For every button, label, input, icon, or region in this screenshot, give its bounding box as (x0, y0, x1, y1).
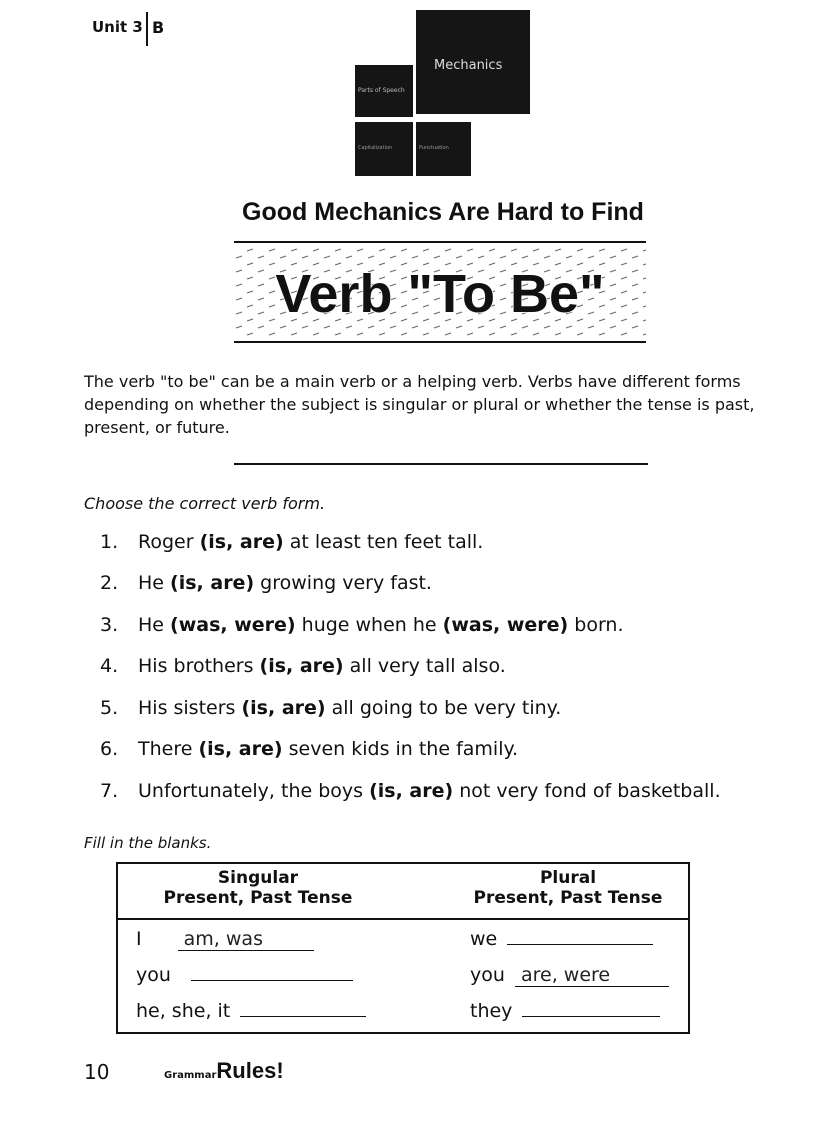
plural-column-header (458, 868, 678, 908)
question-text: Roger (138, 531, 200, 553)
singular-subheading: Present, Past Tense (163, 888, 353, 908)
question-number: 2. (100, 572, 119, 594)
table-row (470, 964, 669, 987)
unit-letter: B (152, 18, 165, 37)
subject-label: you (470, 964, 505, 986)
answer-blank[interactable] (507, 944, 653, 945)
verb-choice: (was, were) (170, 614, 296, 636)
question-number: 5. (100, 697, 119, 719)
category-box-parts-of-speech (355, 65, 413, 117)
brand-small: Grammar (164, 1070, 217, 1081)
question-text: There (138, 738, 199, 760)
unit-divider (146, 12, 148, 46)
banner (234, 240, 646, 344)
question-text: all going to be very tiny. (325, 697, 562, 719)
table-row (470, 928, 653, 950)
section-divider (234, 463, 648, 465)
question-number: 1. (100, 531, 119, 553)
question-text: all very tall also. (343, 655, 506, 677)
category-label-mechanics: Mechanics (434, 58, 503, 73)
subject-label: we (470, 928, 498, 950)
question-3 (100, 614, 624, 636)
question-4 (100, 655, 506, 677)
banner-graphic (234, 240, 646, 344)
verb-table (116, 862, 690, 1034)
question-text: He (138, 614, 171, 636)
category-box-mechanics (416, 10, 530, 114)
subject-label: you (136, 964, 171, 986)
subject-label: they (470, 1000, 513, 1022)
table-row (470, 1000, 660, 1022)
question-text: not very fond of basketball. (453, 780, 721, 802)
answer-blank[interactable]: am, was (178, 928, 314, 951)
page-title: Good Mechanics Are Hard to Find (242, 198, 644, 226)
question-6 (100, 738, 518, 760)
subject-label: I (136, 928, 142, 950)
question-text: born. (568, 614, 624, 636)
question-text: huge when he (295, 614, 443, 636)
intro-paragraph: The verb "to be" can be a main verb or a helping verb. Verbs have different forms depending on whether the subject is singular or plural or whether the tense is past, present, or future. (84, 372, 755, 437)
answer-blank[interactable]: are, were (515, 964, 669, 987)
exercise1-instruction: Choose the correct verb form. (84, 494, 326, 513)
singular-heading: Singular (217, 868, 299, 888)
verb-choice: (is, are) (198, 738, 283, 760)
table-header (118, 864, 688, 920)
question-number: 4. (100, 655, 119, 677)
question-1 (100, 531, 483, 553)
brand-big: Rules! (216, 1058, 284, 1083)
answer-blank[interactable] (522, 1016, 660, 1017)
question-number: 3. (100, 614, 119, 636)
answer-blank[interactable] (191, 980, 353, 981)
question-text: He (138, 572, 171, 594)
unit-label: Unit 3 (92, 18, 143, 36)
question-number: 7. (100, 780, 119, 802)
category-label-punctuation: Punctuation (419, 145, 449, 151)
question-7 (100, 780, 721, 802)
plural-heading: Plural (539, 868, 597, 888)
question-text: Unfortunately, the boys (138, 780, 370, 802)
banner-title: Verb "To Be" (275, 264, 605, 324)
question-number: 6. (100, 738, 119, 760)
category-label-parts-of-speech: Parts of Speech (358, 87, 405, 94)
plural-subheading: Present, Past Tense (473, 888, 663, 908)
question-text: His brothers (138, 655, 260, 677)
question-text: at least ten feet tall. (283, 531, 484, 553)
answer-blank[interactable] (240, 1016, 366, 1017)
exercise2-instruction: Fill in the blanks. (84, 834, 212, 852)
category-box-capitalization (355, 122, 413, 176)
question-text: growing very fast. (254, 572, 432, 594)
verb-choice: (is, are) (369, 780, 454, 802)
question-5 (100, 697, 561, 719)
verb-choice-2: (was, were) (442, 614, 569, 636)
category-label-capitalization: Capitalization (358, 145, 393, 151)
brand-logo (164, 1058, 284, 1084)
table-row (136, 928, 314, 951)
question-2 (100, 572, 432, 594)
verb-choice: (is, are) (241, 697, 326, 719)
table-row (136, 964, 353, 986)
page-number: 10 (84, 1060, 110, 1084)
category-box-punctuation (416, 122, 471, 176)
verb-choice: (is, are) (170, 572, 255, 594)
table-row (136, 1000, 366, 1022)
subject-label: he, she, it (136, 1000, 231, 1022)
question-text: His sisters (138, 697, 242, 719)
singular-column-header (138, 868, 378, 908)
question-text: seven kids in the family. (282, 738, 519, 760)
verb-choice: (is, are) (259, 655, 344, 677)
verb-choice: (is, are) (199, 531, 284, 553)
